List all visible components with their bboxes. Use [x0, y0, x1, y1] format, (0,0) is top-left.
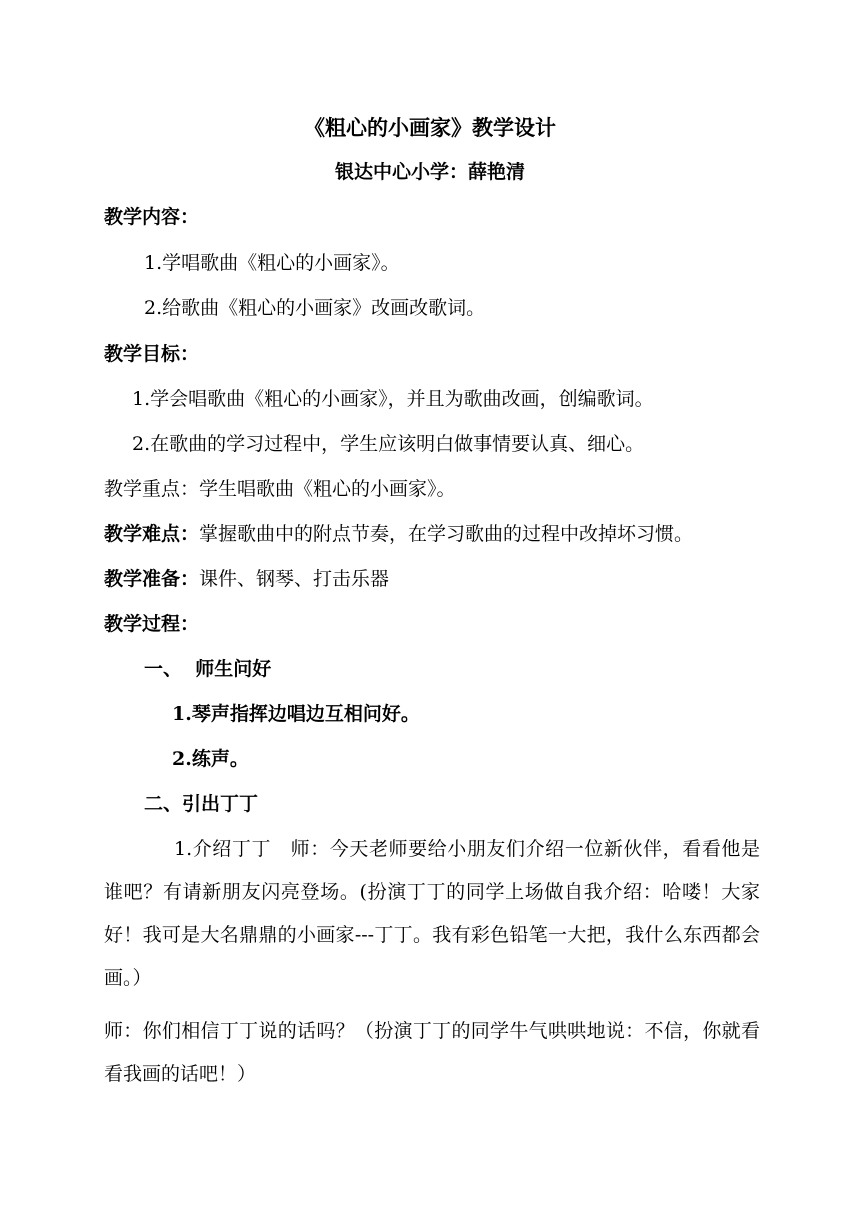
section2-title: 二、引出丁丁: [144, 793, 259, 815]
content-item-2: 2.给歌曲《粗心的小画家》改画改歌词。: [144, 297, 486, 319]
key-points-text: 学生唱歌曲《粗心的小画家》。: [199, 478, 456, 500]
section2-paragraph-2: 师：你们相信丁丁说的话吗？（扮演丁丁的同学牛气哄哄地说：不信，你就看看我画的话吧！）: [104, 1020, 760, 1085]
preparation-label: 教学准备：: [104, 568, 200, 590]
section1-item-1: 1.琴声指挥边唱边互相问好。: [172, 703, 420, 725]
difficulties: [104, 521, 693, 547]
goals-item-2: 2.在歌曲的学习过程中，学生应该明白做事情要认真、细心。: [132, 433, 645, 455]
section1-title: 一、 师生问好: [144, 658, 272, 680]
difficulties-text: 掌握歌曲中的附点节奏，在学习歌曲的过程中改掉坏习惯。: [199, 523, 694, 545]
content-item-1: 1.学唱歌曲《粗心的小画家》。: [144, 252, 400, 274]
section1-item-2: 2.练声。: [172, 748, 249, 770]
key-points-label: 教学重点：: [104, 478, 200, 500]
document-author: 银达中心小学：薛艳清: [334, 161, 525, 183]
goals-item-1: 1.学会唱歌曲《粗心的小画家》，并且为歌曲改画，创编歌词。: [132, 388, 654, 410]
difficulties-label: 教学难点：: [104, 523, 200, 545]
preparation-text: 课件、钢琴、打击乐器: [199, 568, 390, 590]
section2-paragraph-1: 1.介绍丁丁 师：今天老师要给小朋友们介绍一位新伙伴，看看他是谁吧？有请新朋友闪亮登场。(扮演丁丁的同学上场做自我介绍：哈喽！大家好！我可是大名鼎鼎的小画家---丁丁。我有彩色铅笔一大把，我什么东西都会画。）: [104, 838, 760, 989]
preparation: [104, 566, 389, 592]
document-title: 《粗心的小画家》教学设计: [304, 115, 556, 140]
content-heading: 教学内容：: [104, 206, 200, 228]
process-heading: 教学过程：: [104, 613, 200, 635]
goals-heading: 教学目标：: [104, 343, 200, 365]
key-points: [104, 476, 456, 502]
